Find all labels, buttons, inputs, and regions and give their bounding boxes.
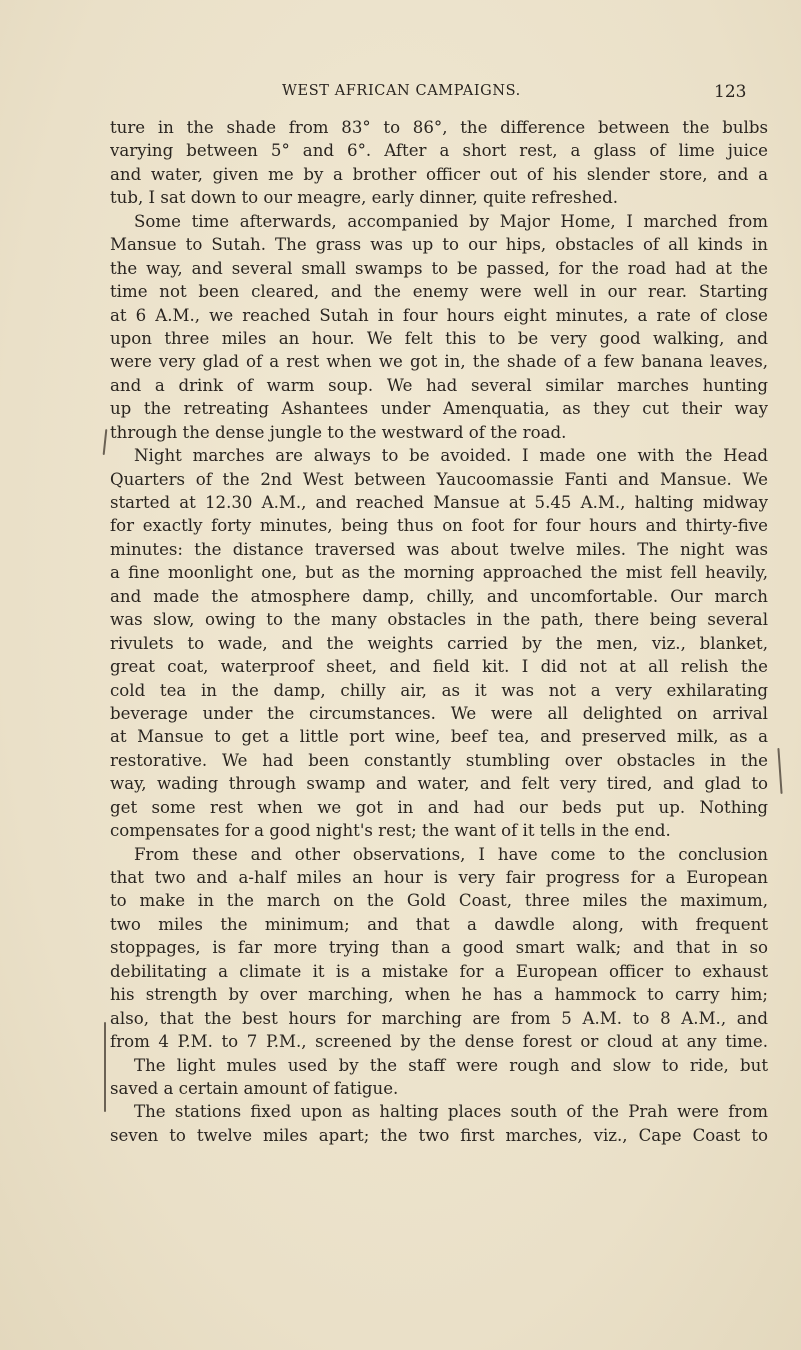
text-line: ture in the shade from 83° to 86°, the difference between the bulbs [110,118,768,137]
text-line: compensates for a good night's rest; the want of it tells in the end. [110,821,671,841]
running-head: WEST AFRICAN CAMPAIGNS. [282,83,521,99]
text-line: Night marches are always to be avoided. I made one with the Head [134,446,768,466]
text-line: at 6 A.M., we reached Sutah in four hours eight minutes, a rate of close [110,305,768,325]
text-line: from 4 P.M. to 7 P.M., screened by the dense forest or cloud at any time. [110,1032,768,1052]
text-line: The light mules used by the staff were rough and slow to ride, but [134,1055,768,1075]
text-line: beverage under the circumstances. We were all delighted on arrival [110,703,768,723]
text-line: tub, I sat down to our meagre, early dinner, quite refreshed. [110,188,619,208]
text-line: up the retreating Ashantees under Amenquatia, as they cut their way [110,399,768,419]
text-line: minutes: the distance traversed was about twelve miles. The night was [110,539,768,559]
text-line: cold tea in the damp, chilly air, as it was not a very exhilarating [110,680,768,700]
text-line: and water, given me by a brother officer out of his slender store, and a [110,164,768,184]
pencil-margin-mark [103,429,107,455]
text-line: rivulets to wade, and the weights carried by the men, viz., blanket, [110,633,768,653]
text-line: time not been cleared, and the enemy were well in our rear. Starting [110,282,768,302]
text-line: Mansue to Sutah. The grass was up to our hips, obstacles of all kinds in [110,235,768,255]
page-number: 123 [714,82,747,102]
text-line: for exactly forty minutes, being thus on foot for four hours and thirty-five [110,516,768,536]
text-line: great coat, waterproof sheet, and field kit. I did not at all relish the [110,657,768,677]
text-line: also, that the best hours for marching are from 5 A.M. to 8 A.M., and [110,1008,768,1028]
text-line: varying between 5° and 6°. After a short rest, a glass of lime juice [110,141,768,161]
text-line: restorative. We had been constantly stumbling over obstacles in the [110,750,768,770]
text-line: and a drink of warm soup. We had several similar marches hunting [110,375,768,395]
text-line: seven to twelve miles apart; the two first marches, viz., Cape Coast to [110,1125,768,1145]
text-line: get some rest when we got in and had our beds put up. Nothing [110,797,768,817]
body-text [110,116,768,1147]
text-line: his strength by over marching, when he has a hammock to carry him; [110,985,768,1005]
text-line: Quarters of the 2nd West between Yaucoomassie Fanti and Mansue. We [110,469,768,489]
pencil-margin-mark [777,748,782,794]
text-line: and made the atmosphere damp, chilly, and uncomfortable. Our march [110,586,768,606]
text-line: were very glad of a rest when we got in, the shade of a few banana leaves, [110,352,768,372]
text-line: upon three miles an hour. We felt this to be very good walking, and [110,328,768,348]
page-header [0,83,801,109]
text-line: stoppages, is far more trying than a good smart walk; and that in so [110,938,768,958]
text-line: started at 12.30 A.M., and reached Mansue at 5.45 A.M., halting midway [110,493,768,512]
text-line: saved a certain amount of fatigue. [110,1078,399,1098]
text-line: the way, and several small swamps to be passed, for the road had at the [110,258,768,278]
text-line: two miles the minimum; and that a dawdle along, with frequent [110,914,768,934]
text-line: From these and other observations, I have come to the conclusion [134,844,768,864]
text-line: Some time afterwards, accompanied by Major Home, I marched from [134,211,768,231]
text-line: at Mansue to get a little port wine, beef tea, and preserved milk, as a [110,727,768,747]
text-line: that two and a-half miles an hour is very fair progress for a European [110,868,768,887]
text-line: a fine moonlight one, but as the morning approached the mist fell heavily, [110,563,768,583]
text-line: The stations fixed upon as halting places south of the Prah were from [134,1102,768,1122]
text-line: debilitating a climate it is a mistake for a European officer to exhaust [110,961,768,981]
pencil-margin-mark [104,1022,106,1112]
text-line: through the dense jungle to the westward of the road. [110,422,567,442]
text-line: way, wading through swamp and water, and felt very tired, and glad to [110,774,768,794]
text-line: was slow, owing to the many obstacles in the path, there being several [110,610,768,630]
text-line: to make in the march on the Gold Coast, three miles the maximum, [110,891,768,911]
